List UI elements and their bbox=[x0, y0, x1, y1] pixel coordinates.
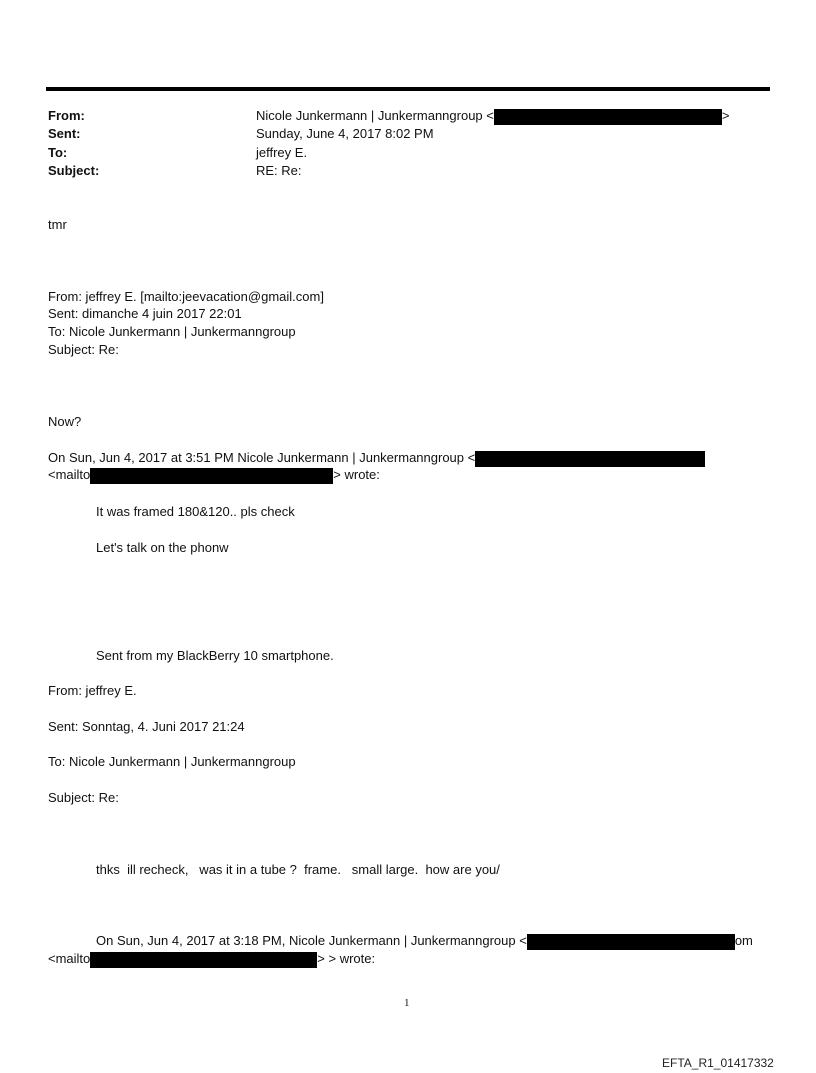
to-value: jeffrey E. bbox=[256, 145, 308, 160]
on-line-2-tail: om bbox=[734, 933, 753, 948]
on-line-2 bbox=[96, 933, 753, 950]
page-number: 1 bbox=[404, 997, 410, 1009]
subject-value: RE: Re: bbox=[256, 163, 302, 178]
quote1-subject: Subject: Re: bbox=[48, 342, 119, 357]
redaction-box bbox=[475, 451, 705, 467]
mailto-line-2 bbox=[48, 951, 375, 968]
document-id: EFTA_R1_01417332 bbox=[662, 1056, 774, 1070]
mailto-prefix-2: <mailto bbox=[48, 951, 91, 966]
quote1-to: To: Nicole Junkermann | Junkermanngroup bbox=[48, 324, 296, 339]
from-text: Nicole Junkermann | Junkermanngroup < bbox=[256, 108, 494, 123]
quote1-text: Now? bbox=[48, 414, 82, 429]
framed-text: It was framed 180&120.. pls check bbox=[96, 504, 295, 519]
quote1-sent: Sent: dimanche 4 juin 2017 22:01 bbox=[48, 306, 242, 321]
sent-value: Sunday, June 4, 2017 8:02 PM bbox=[256, 126, 434, 141]
to-label: To: bbox=[48, 145, 68, 160]
on-line-1 bbox=[48, 450, 705, 467]
mailto-prefix-1: <mailto bbox=[48, 467, 91, 482]
from-label: From: bbox=[48, 108, 85, 123]
redaction-box bbox=[494, 109, 722, 125]
from-tail: > bbox=[721, 108, 730, 123]
quote2-from: From: jeffrey E. bbox=[48, 683, 137, 698]
quote1-from: From: jeffrey E. [mailto:jeevacation@gmail.com] bbox=[48, 289, 324, 304]
mailto-line-1 bbox=[48, 467, 380, 484]
mailto-suffix-2: > > wrote: bbox=[317, 951, 376, 966]
on-line-2-text: On Sun, Jun 4, 2017 at 3:18 PM, Nicole Junkermann | Junkermanngroup < bbox=[96, 933, 527, 948]
reply-text: tmr bbox=[48, 217, 67, 232]
redaction-box bbox=[90, 468, 333, 484]
redaction-box bbox=[90, 952, 317, 968]
subject-label: Subject: bbox=[48, 163, 100, 178]
from-value bbox=[256, 108, 729, 125]
quote2-to: To: Nicole Junkermann | Junkermanngroup bbox=[48, 754, 296, 769]
redaction-box bbox=[527, 934, 735, 950]
mailto-suffix-1: > wrote: bbox=[333, 467, 380, 482]
sent-label: Sent: bbox=[48, 126, 81, 141]
quote2-sent: Sent: Sonntag, 4. Juni 2017 21:24 bbox=[48, 719, 245, 734]
phone-text: Let's talk on the phonw bbox=[96, 540, 229, 555]
thks-text: thks ill recheck, was it in a tube ? frame. small large. how are you/ bbox=[96, 862, 500, 877]
header-rule bbox=[46, 87, 770, 91]
signature: Sent from my BlackBerry 10 smartphone. bbox=[96, 648, 334, 663]
on-line-1-text: On Sun, Jun 4, 2017 at 3:51 PM Nicole Junkermann | Junkermanngroup < bbox=[48, 450, 476, 465]
quote2-subject: Subject: Re: bbox=[48, 790, 119, 805]
